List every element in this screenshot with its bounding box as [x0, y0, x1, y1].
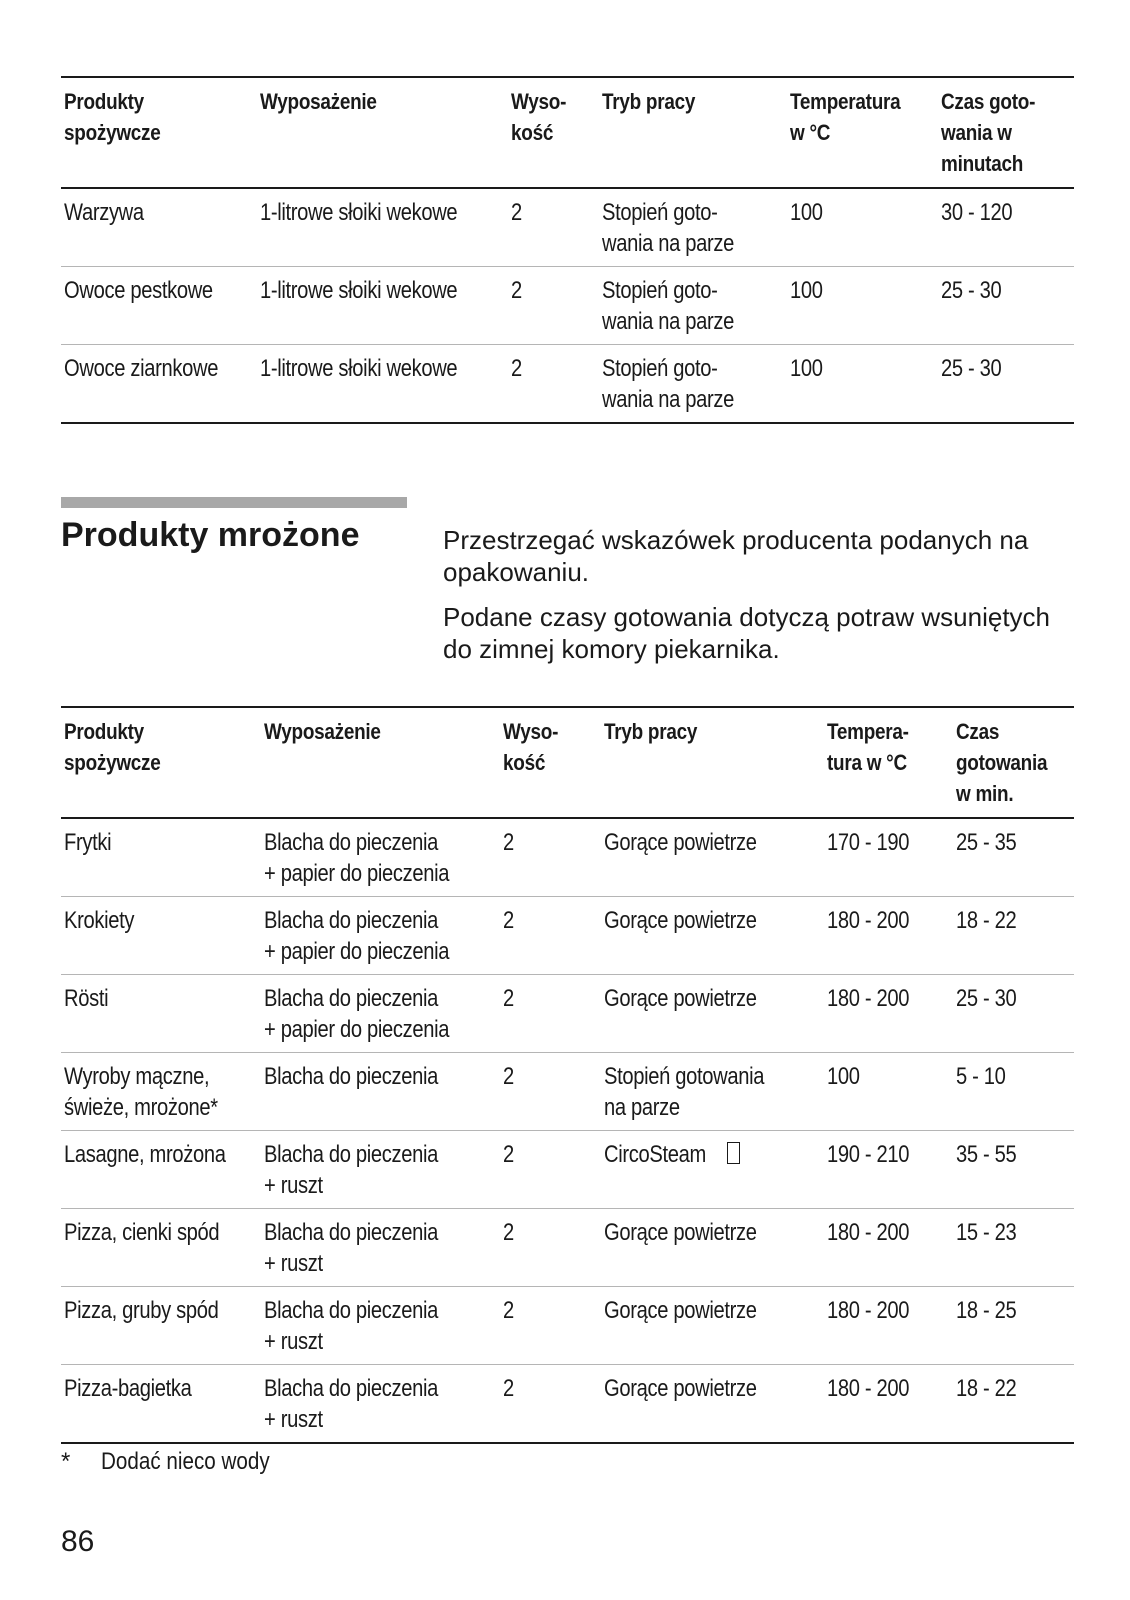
cell-mode: Gorące powietrze	[601, 818, 824, 897]
section-title: Produkty mrożone	[61, 516, 360, 554]
cell-equipment: Blacha do pieczenia + papier do pieczenia	[261, 897, 500, 975]
cell-temperature: 100	[787, 345, 938, 424]
cell-mode: Gorące powietrze	[601, 975, 824, 1053]
cell-product: Owoce ziarnkowe	[61, 345, 257, 424]
cell-mode: Stopień gotowania na parze	[601, 1053, 824, 1131]
table-row	[61, 1287, 1074, 1365]
cell-equipment: Blacha do pieczenia + papier do pieczenia	[261, 818, 500, 897]
col-header-level: Wyso- kość	[500, 707, 601, 818]
cell-time: 35 - 55	[953, 1131, 1074, 1209]
col-header-time: Czas gotowania w min.	[953, 707, 1074, 818]
cell-temperature: 180 - 200	[824, 897, 953, 975]
section-intro	[443, 524, 1083, 678]
cell-mode: Gorące powietrze	[601, 897, 824, 975]
footnote	[61, 1448, 297, 1476]
cell-level: 2	[508, 188, 599, 267]
cell-mode: Stopień goto- wania na parze	[599, 345, 787, 424]
cell-equipment: Blacha do pieczenia	[261, 1053, 500, 1131]
cell-equipment: Blacha do pieczenia + ruszt	[261, 1209, 500, 1287]
col-header-equipment: Wyposażenie	[257, 77, 508, 188]
cell-equipment: 1-litrowe słoiki wekowe	[257, 188, 508, 267]
cell-product: Pizza, cienki spód	[61, 1209, 261, 1287]
cell-level: 2	[500, 897, 601, 975]
cell-product: Owoce pestkowe	[61, 267, 257, 345]
cell-temperature: 100	[787, 267, 938, 345]
cell-time: 18 - 22	[953, 897, 1074, 975]
cell-equipment: Blacha do pieczenia + ruszt	[261, 1365, 500, 1444]
cell-temperature: 180 - 200	[824, 1209, 953, 1287]
col-header-equipment: Wyposażenie	[261, 707, 500, 818]
page-number: 86	[61, 1525, 95, 1558]
cell-mode: Gorące powietrze	[601, 1287, 824, 1365]
cell-equipment: 1-litrowe słoiki wekowe	[257, 267, 508, 345]
cell-time: 25 - 30	[938, 345, 1074, 424]
cell-mode: Stopień goto- wania na parze	[599, 188, 787, 267]
cell-temperature: 180 - 200	[824, 1365, 953, 1444]
col-header-product: Produkty spożywcze	[61, 707, 261, 818]
cell-level: 2	[500, 1365, 601, 1444]
cell-temperature: 180 - 200	[824, 975, 953, 1053]
intro-paragraph: Podane czasy gotowania dotyczą potraw wsuniętych do zimnej komory piekarnika.	[443, 602, 1051, 664]
cell-product: Warzywa	[61, 188, 257, 267]
cell-product: Lasagne, mrożona	[61, 1131, 261, 1209]
cell-product: Pizza-bagietka	[61, 1365, 261, 1444]
cell-equipment: Blacha do pieczenia + papier do pieczenia	[261, 975, 500, 1053]
cell-equipment: Blacha do pieczenia + ruszt	[261, 1131, 500, 1209]
table-header-row	[61, 707, 1074, 818]
cell-product: Krokiety	[61, 897, 261, 975]
footnote-text: Dodać nieco wody	[101, 1448, 270, 1475]
table-row	[61, 818, 1074, 897]
cell-temperature: 170 - 190	[824, 818, 953, 897]
cell-time: 18 - 22	[953, 1365, 1074, 1444]
cell-time: 18 - 25	[953, 1287, 1074, 1365]
cell-product: Frytki	[61, 818, 261, 897]
frozen-products-table	[61, 706, 1074, 1444]
cell-temperature: 190 - 210	[824, 1131, 953, 1209]
cell-level: 2	[500, 975, 601, 1053]
table-row	[61, 267, 1074, 345]
cell-temperature: 180 - 200	[824, 1287, 953, 1365]
cell-product: Wyroby mączne, świeże, mrożone*	[61, 1053, 261, 1131]
intro-paragraph: Przestrzegać wskazówek producenta podanych na opakowaniu.	[443, 525, 1029, 587]
col-header-product: Produkty spożywcze	[61, 77, 257, 188]
cell-mode: CircoSteam	[601, 1131, 824, 1209]
cell-product: Pizza, gruby spód	[61, 1287, 261, 1365]
table-header-row	[61, 77, 1074, 188]
table-row	[61, 1365, 1074, 1444]
footnote-mark: *	[61, 1448, 71, 1475]
col-header-level: Wyso- kość	[508, 77, 599, 188]
cell-temperature: 100	[824, 1053, 953, 1131]
col-header-time: Czas goto- wania w minutach	[938, 77, 1074, 188]
cell-level: 2	[508, 267, 599, 345]
col-header-mode: Tryb pracy	[601, 707, 824, 818]
cell-temperature: 100	[787, 188, 938, 267]
circosteam-mode-icon	[727, 1142, 740, 1164]
table-row	[61, 1053, 1074, 1131]
table-row	[61, 897, 1074, 975]
col-header-mode: Tryb pracy	[599, 77, 787, 188]
table-row	[61, 975, 1074, 1053]
cell-mode: Stopień goto- wania na parze	[599, 267, 787, 345]
cell-level: 2	[508, 345, 599, 424]
cell-mode: Gorące powietrze	[601, 1209, 824, 1287]
cell-level: 2	[500, 1287, 601, 1365]
cell-equipment: 1-litrowe słoiki wekowe	[257, 345, 508, 424]
section-divider-bar	[61, 497, 407, 508]
cell-product: Rösti	[61, 975, 261, 1053]
canning-table	[61, 76, 1074, 424]
table-row	[61, 188, 1074, 267]
cell-level: 2	[500, 1053, 601, 1131]
table-row	[61, 1131, 1074, 1209]
col-header-temperature: Tempera- tura w °C	[824, 707, 953, 818]
cell-level: 2	[500, 1131, 601, 1209]
cell-time: 25 - 30	[953, 975, 1074, 1053]
cell-time: 15 - 23	[953, 1209, 1074, 1287]
cell-time: 5 - 10	[953, 1053, 1074, 1131]
table-row	[61, 345, 1074, 424]
cell-time: 25 - 30	[938, 267, 1074, 345]
cell-equipment: Blacha do pieczenia + ruszt	[261, 1287, 500, 1365]
cell-level: 2	[500, 818, 601, 897]
cell-time: 30 - 120	[938, 188, 1074, 267]
cell-time: 25 - 35	[953, 818, 1074, 897]
col-header-temperature: Temperatura w °C	[787, 77, 938, 188]
cell-mode: Gorące powietrze	[601, 1365, 824, 1444]
cell-level: 2	[500, 1209, 601, 1287]
table-row	[61, 1209, 1074, 1287]
